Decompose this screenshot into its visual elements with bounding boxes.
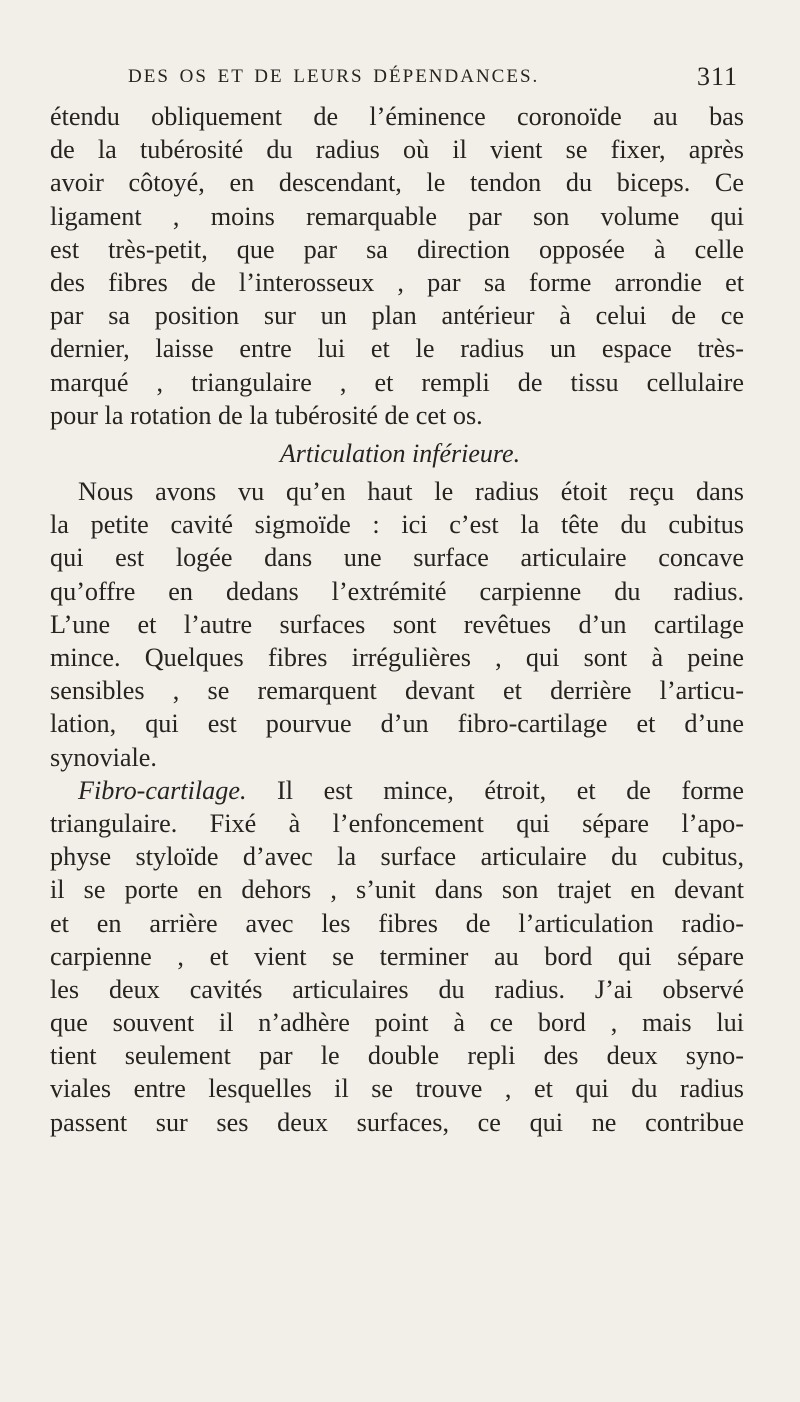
text-run: Il est mince, étroit, et de forme xyxy=(246,775,744,805)
text-line: dernier, laisse entre lui et le radius un espace très- xyxy=(50,334,744,364)
text-line: de la tubérosité du radius où il vient se fixer, après xyxy=(50,135,744,165)
text-line: carpienne , et vient se terminer au bord qui sépare xyxy=(50,941,744,971)
text-line: synoviale. xyxy=(50,742,157,772)
text-line: ligament , moins remarquable par son volume qui xyxy=(50,201,744,231)
text-line: avoir côtoyé, en descendant, le tendon du biceps. Ce xyxy=(50,168,744,198)
text-line: marqué , triangulaire , et rempli de tissu cellulaire xyxy=(50,367,744,397)
text-line: triangulaire. Fixé à l’enfoncement qui sépare l’apo- xyxy=(50,808,744,838)
text-line: pour la rotation de la tubérosité de cet os. xyxy=(50,400,483,430)
text-line: physe styloïde d’avec la surface articulaire du cubitus, xyxy=(50,842,744,872)
text-line: Nous avons vu qu’en haut le radius étoit reçu dans xyxy=(78,477,744,507)
running-head-title: DES OS ET DE LEURS DÉPENDANCES. xyxy=(128,66,540,87)
text-line: les deux cavités articulaires du radius. J’ai observé xyxy=(50,974,744,1004)
text-line xyxy=(50,774,744,807)
body-text xyxy=(50,100,750,1139)
page-number: 311 xyxy=(696,62,738,91)
text-line: viales entre lesquelles il se trouve , et qui du radius xyxy=(50,1074,744,1104)
italic-lead: Fibro-cartilage. xyxy=(78,775,247,805)
text-line: passent sur ses deux surfaces, ce qui ne contribue xyxy=(50,1107,744,1137)
text-line: la petite cavité sigmoïde : ici c’est la tête du cubitus xyxy=(50,510,744,540)
text-line: qu’offre en dedans l’extrémité carpienne du radius. xyxy=(50,576,744,606)
text-line: qui est logée dans une surface articulaire concave xyxy=(50,543,744,573)
text-line: mince. Quelques fibres irrégulières , qui sont à peine xyxy=(50,643,744,672)
text-line: des fibres de l’interosseux , par sa forme arrondie et xyxy=(50,267,744,297)
text-line: sensibles , se remarquent devant et derrière l’articu- xyxy=(50,676,744,706)
text-line: et en arrière avec les fibres de l’articulation radio- xyxy=(50,908,744,938)
text-line: est très-petit, que par sa direction opposée à celle xyxy=(50,234,744,264)
section-heading: Articulation inférieure. xyxy=(279,438,521,468)
text-line: lation, qui est pourvue d’un fibro-cartilage et d’une xyxy=(50,709,744,739)
text-line: L’une et l’autre surfaces sont revêtues d’un cartilage xyxy=(50,609,744,639)
text-line: il se porte en dehors , s’unit dans son trajet en devant xyxy=(50,875,744,905)
text-line: étendu obliquement de l’éminence coronoïde au bas xyxy=(50,102,744,131)
paragraph-fibro-cartilage xyxy=(50,774,750,1139)
paragraph-articulation xyxy=(50,475,750,774)
text-line: par sa position sur un plan antérieur à celui de ce xyxy=(50,301,744,331)
paragraph-continuation xyxy=(50,100,750,432)
text-line: que souvent il n’adhère point à ce bord , mais lui xyxy=(50,1008,744,1038)
running-head xyxy=(50,62,750,100)
book-page xyxy=(50,62,750,1139)
text-line: tient seulement par le double repli des deux syno- xyxy=(50,1041,744,1071)
